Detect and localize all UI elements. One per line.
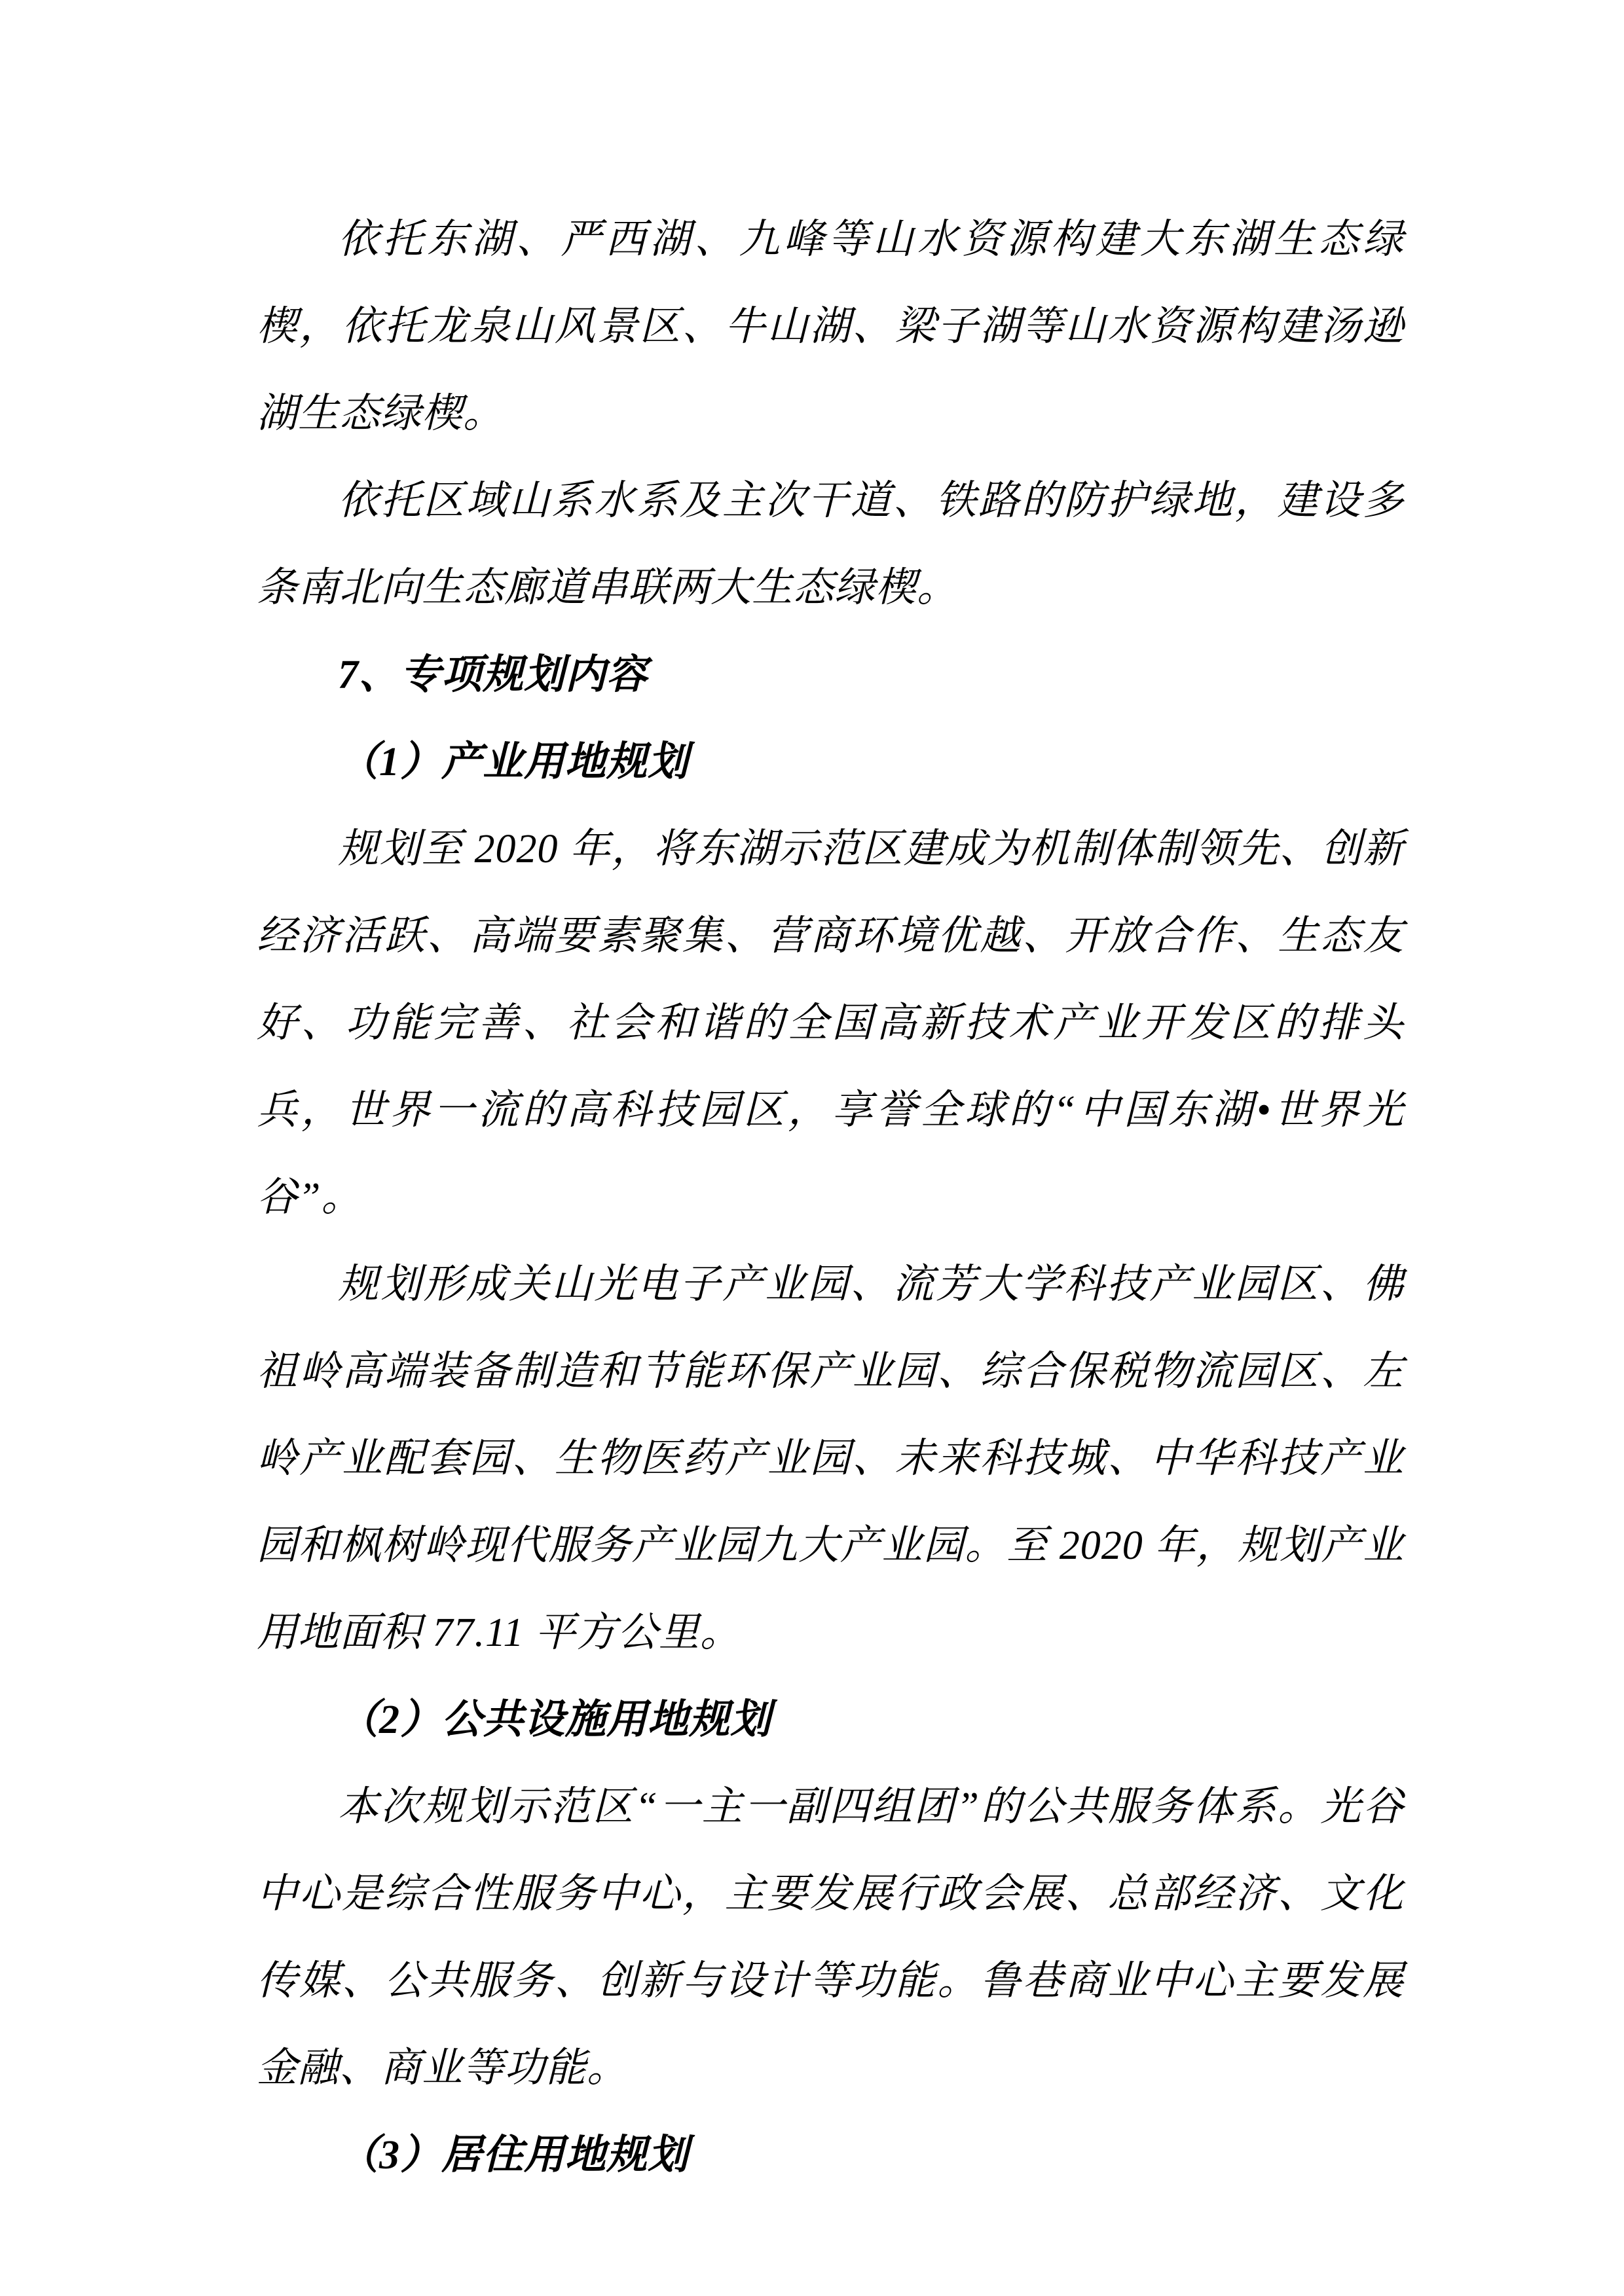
section-heading: （3）居住用地规划	[338, 2133, 690, 2178]
section-heading: 7、专项规划内容	[338, 653, 648, 697]
body-paragraph: 依托区域山系水系及主次干道、铁路的防护绿地，建设多条南北向生态廊道串联两大生态绿楔。	[257, 479, 1404, 610]
section-heading: （1）产业用地规划	[338, 740, 690, 784]
body-paragraph: 本次规划示范区“一主一副四组团”的公共服务体系。光谷中心是综合性服务中心，主要发展行政会展、总部经济、文化传媒、公共服务、创新与设计等功能。鲁巷商业中心主要发展金融、商业等功能。	[257, 1785, 1404, 2090]
document-body	[257, 196, 1404, 2199]
body-paragraph: 规划至 2020 年，将东湖示范区建成为机制体制领先、创新经济活跃、高端要素聚集、营商环境优越、开放合作、生态友好、功能完善、社会和谐的全国高新技术产业开发区的排头兵，世界一流的高科技园区，享誉全球的“中国东湖•世界光谷”。	[257, 827, 1404, 1220]
body-paragraph: 规划形成关山光电子产业园、流芳大学科技产业园区、佛祖岭高端装备制造和节能环保产业园、综合保税物流园区、左岭产业配套园、生物医药产业园、未来科技城、中华科技产业园和枫树岭现代服务产业园九大产业园。至 2020 年，规划产业用地面积 77.11 平方公里。	[257, 1262, 1404, 1655]
body-paragraph: 依托东湖、严西湖、九峰等山水资源构建大东湖生态绿楔，依托龙泉山风景区、牛山湖、梁子湖等山水资源构建汤逊湖生态绿楔。	[257, 217, 1404, 436]
section-heading: （2）公共设施用地规划	[338, 1698, 772, 1742]
